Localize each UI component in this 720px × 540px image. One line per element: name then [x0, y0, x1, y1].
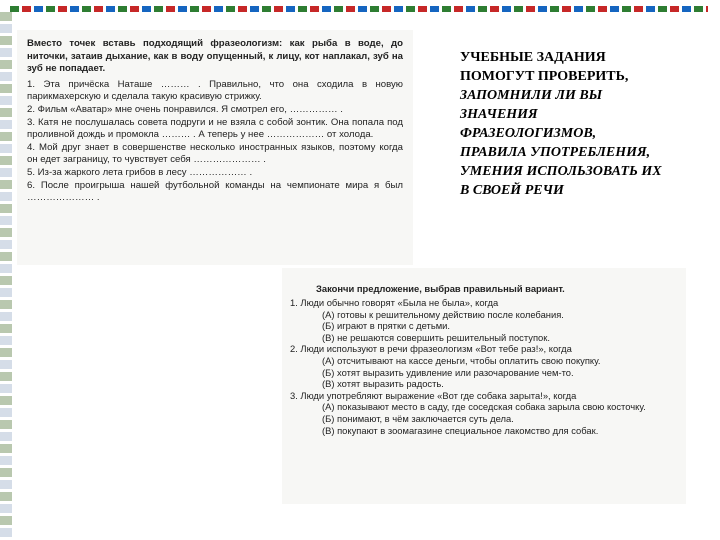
answer-option: (В) покупают в зоомагазине специальное лакомство для собак.: [322, 424, 599, 436]
answer-option: (Б) понимают, в чём заключается суть дела.: [322, 412, 514, 424]
heading-line: ПОМОГУТ ПРОВЕРИТЬ,: [460, 69, 629, 84]
heading-line: В СВОЕЙ РЕЧИ: [460, 183, 564, 198]
answer-option: (В) хотят выразить радость.: [322, 378, 444, 390]
exercise-1-item: 5. Из-за жаркого лета грибов в лесу ……………… .: [27, 166, 253, 178]
answer-option: (А) показывают место в саду, где соседская собака зарыла свою косточку.: [322, 401, 646, 413]
heading-line: ЗНАЧЕНИЯ: [460, 107, 538, 122]
question: 1. Люди обычно говорят «Была не была», когда: [290, 296, 499, 308]
answer-option: (А) отсчитывают на кассе деньги, чтобы оплатить свою покупку.: [322, 354, 601, 366]
slide-heading: [460, 48, 715, 200]
exercise-1-scan: [17, 30, 413, 265]
heading-line: ФРАЗЕОЛОГИЗМОВ,: [460, 126, 597, 141]
answer-option: (А) готовы к решительному действию после колебания.: [322, 308, 564, 320]
heading-line: УМЕНИЯ ИСПОЛЬЗОВАТЬ ИХ: [460, 164, 662, 179]
exercise-2-instruction: Закончи предложение, выбрав правильный вариант.: [316, 283, 565, 295]
heading-line: ПРАВИЛА УПОТРЕБЛЕНИЯ,: [460, 145, 651, 160]
exercise-2-scan: [282, 268, 686, 504]
exercise-1-item: 4. Мой друг знает в совершенстве несколько иностранных языков, поэтому когда он едет заграницу, то чувствует себя ………………… .: [27, 141, 403, 166]
question: 2. Люди используют в речи фразеологизм «Вот тебе раз!», когда: [290, 343, 572, 355]
exercise-1-item: 1. Эта причёска Наташе ……… . Правильно, что она сходила в новую парикмахерскую и сделала такую красивую стрижку.: [27, 78, 403, 103]
decorative-top-border: [10, 6, 708, 12]
exercise-1-item: 3. Катя не послушалась совета подруги и не взяла с собой зонтик. Она попала под проливной дождь и промокла ……… . А теперь у нее ……………… от холода.: [27, 116, 403, 141]
exercise-1-item: 6. После проигрыша нашей футбольной команды на чемпионате мира я был ………………… .: [27, 179, 403, 204]
heading-line: ЗАПОМНИЛИ ЛИ ВЫ: [460, 88, 603, 103]
exercise-1-item: 2. Фильм «Аватар» мне очень понравился. Я смотрел его, …………… .: [27, 103, 343, 115]
heading-line: УЧЕБНЫЕ ЗАДАНИЯ: [460, 50, 606, 65]
answer-option: (Б) хотят выразить удивление или разочарование чем-то.: [322, 366, 574, 378]
answer-option: (В) не решаются совершить решительный поступок.: [322, 331, 550, 343]
question: 3. Люди употребляют выражение «Вот где собака зарыта!», когда: [290, 389, 577, 401]
answer-option: (Б) играют в прятки с детьми.: [322, 320, 451, 332]
exercise-1-instruction: Вместо точек вставь подходящий фразеологизм: как рыба в воде, до ниточки, затаив дыхание, как в воду опущенный, к лицу, кот наплакал, зуб на зуб не попадает.: [27, 38, 403, 75]
decorative-left-border: [0, 12, 12, 540]
